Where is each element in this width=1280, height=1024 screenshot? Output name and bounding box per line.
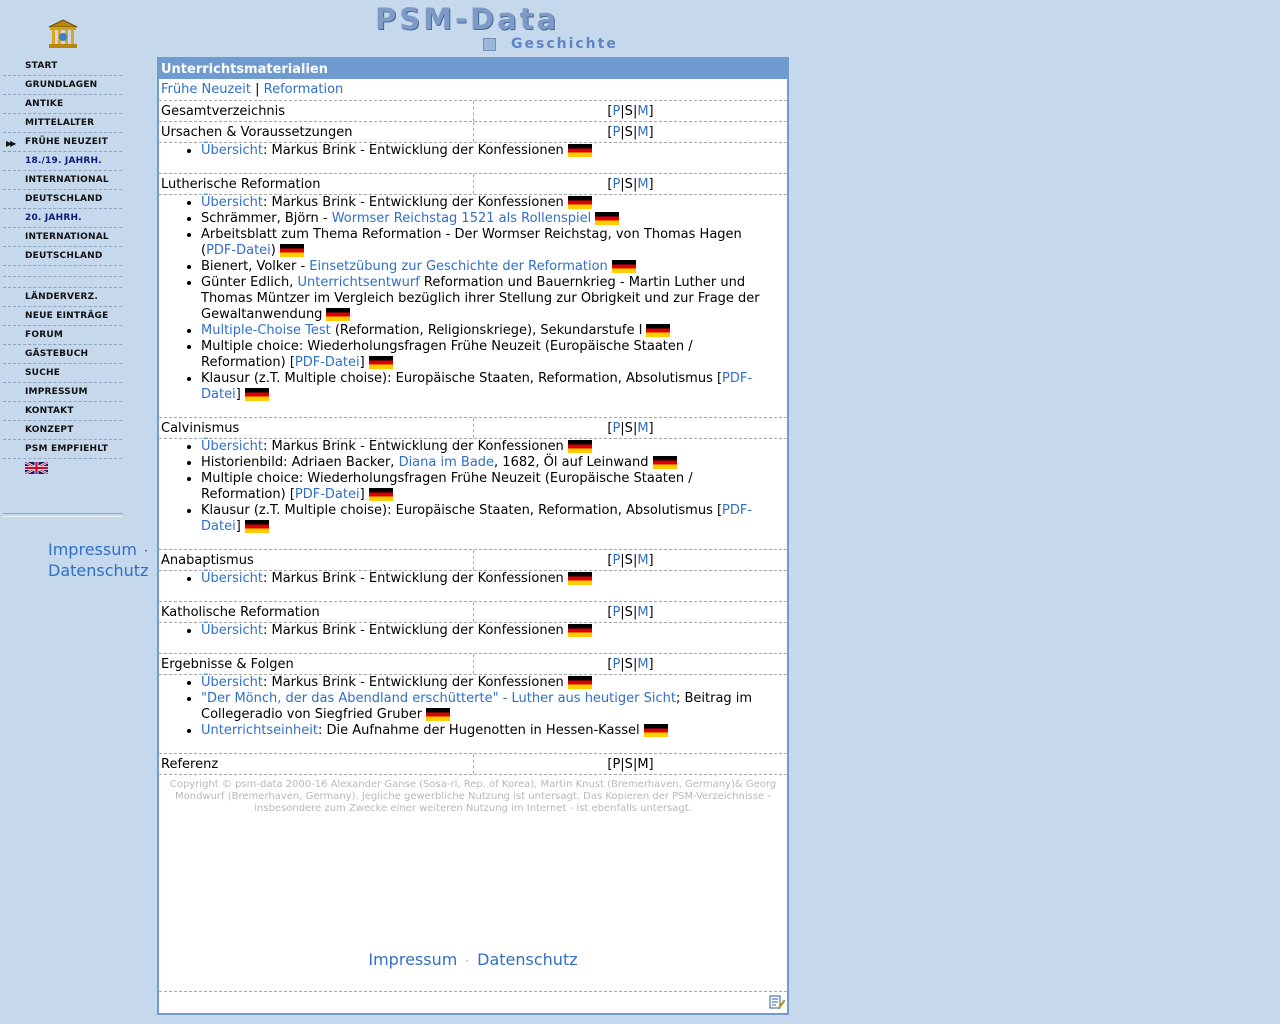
section-title: Referenz: [159, 754, 474, 774]
nav-label: KONTAKT: [25, 406, 74, 416]
moench-link[interactable]: "Der Mönch, der das Abendland erschütterte" - Luther aus heutiger Sicht: [201, 691, 676, 706]
link-text: PDF-: [722, 371, 753, 386]
german-flag-icon: [644, 724, 668, 737]
bar: |: [632, 605, 638, 620]
section-header: [159, 418, 787, 439]
item-text: Arbeitsblatt zum Thema Reformation - Der Wormser Reichstag, von Thomas Hagen (: [201, 227, 742, 258]
list-item: [201, 455, 769, 471]
bracket: [: [607, 421, 613, 436]
nav-item-deutschland-20[interactable]: [3, 247, 122, 266]
list-item: [201, 275, 769, 323]
nav-label: INTERNATIONAL: [25, 232, 109, 242]
german-flag-icon: [612, 260, 636, 273]
list-item: [201, 571, 769, 587]
bar: |: [620, 104, 625, 119]
dot-separator: ·: [465, 954, 470, 968]
item-text: Multiple choice: Wiederholungsfragen Frühe Neuzeit (Europäische Staaten / Reformation) [: [201, 339, 693, 370]
nav-item-forum[interactable]: [3, 326, 122, 345]
psm-links: [474, 418, 787, 438]
german-flag-icon: [568, 572, 592, 585]
uebersicht-link[interactable]: Übersicht: [201, 195, 263, 210]
item-text: Klausur (z.T. Multiple choise): Europäische Staaten, Reformation, Absolutismus [: [201, 371, 723, 386]
nav-label: START: [25, 61, 58, 71]
german-flag-icon: [326, 308, 350, 321]
item-text: : Markus Brink - Entwicklung der Konfessionen: [262, 675, 564, 690]
unterrichtseinheit-link[interactable]: Unterrichtseinheit: [201, 723, 318, 738]
german-flag-icon: [426, 708, 450, 721]
german-flag-icon: [245, 388, 269, 401]
item-text: Reformation und Bauernkrieg - Martin Luther und Thomas Müntzer im Vergleich bezüglich ihrer Stellung zur Obrigkeit und zur Frage der Gewaltanwendung: [201, 275, 760, 322]
psm-m-link[interactable]: M: [637, 125, 649, 140]
german-flag-icon: [646, 324, 670, 337]
item-text: : Markus Brink - Entwicklung der Konfessionen: [262, 439, 564, 454]
bar: |: [620, 657, 625, 672]
psm-m-link[interactable]: M: [637, 605, 649, 620]
psm-links: [474, 101, 787, 121]
nav-label: DEUTSCHLAND: [25, 194, 103, 204]
psm-p-link[interactable]: P: [612, 421, 621, 436]
site-logo[interactable]: [47, 18, 79, 50]
item-text: : Die Aufnahme der Hugenotten in Hessen-Kassel: [317, 723, 640, 738]
nav-item-impressum[interactable]: [3, 383, 122, 402]
nav-item-english[interactable]: [3, 459, 122, 477]
bracket: ]: [648, 553, 654, 568]
double-arrow-right-icon: ▶▶: [6, 139, 15, 148]
breadcrumb: [159, 79, 787, 101]
bar: |: [632, 657, 638, 672]
psm-m-link[interactable]: M: [637, 104, 649, 119]
nav-label: SUCHE: [25, 368, 61, 378]
nav-item-psm-empfiehlt[interactable]: [3, 440, 122, 459]
nav-item-kontakt[interactable]: [3, 402, 122, 421]
section-title: Gesamtverzeichnis: [159, 101, 474, 121]
section-title: Katholische Reformation: [159, 602, 474, 622]
bracket: ]: [648, 657, 654, 672]
psm-links: [474, 654, 787, 674]
item-text: Historienbild: Adriaen Backer,: [201, 455, 399, 470]
section-title: Anabaptismus: [159, 550, 474, 570]
multiple-choise-link[interactable]: Multiple-Choise Test: [201, 323, 331, 338]
psm-m-link[interactable]: M: [637, 553, 649, 568]
psm-p-text: P: [612, 757, 621, 772]
list-item: [201, 503, 769, 535]
item-text: Bienert, Volker -: [201, 259, 310, 274]
psm-s-text: S: [624, 125, 633, 140]
list-item: [201, 339, 769, 371]
german-flag-icon: [369, 488, 393, 501]
german-flag-icon: [369, 356, 393, 369]
bracket: ]: [648, 757, 654, 772]
crumb-reformation[interactable]: Reformation: [263, 82, 344, 97]
uebersicht-link[interactable]: Übersicht: [201, 675, 263, 690]
bracket: [: [607, 657, 613, 672]
psm-p-link[interactable]: P: [612, 177, 621, 192]
uebersicht-link[interactable]: Übersicht: [201, 571, 263, 586]
bar: |: [620, 125, 625, 140]
section-title: Ursachen & Voraussetzungen: [159, 122, 474, 142]
nav-label: DEUTSCHLAND: [25, 251, 103, 261]
list-item: [201, 623, 769, 639]
section-title: Ergebnisse & Folgen: [159, 654, 474, 674]
nav-item-international-19[interactable]: [3, 171, 122, 190]
site-subtitle: Geschichte: [511, 36, 618, 52]
section-header: [159, 174, 787, 195]
list-item: [201, 195, 769, 211]
psm-p-link[interactable]: P: [612, 553, 621, 568]
bracket: ]: [648, 421, 654, 436]
nav-item-fruehe-neuzeit[interactable]: [3, 133, 122, 152]
dot-separator: ·: [143, 544, 148, 558]
nav-label: NEUE EINTRÄGE: [25, 311, 109, 321]
link-text: PDF-: [722, 503, 753, 518]
bracket: [: [607, 125, 613, 140]
page-title: Unterrichtsmaterialien: [159, 59, 787, 79]
bracket: [: [607, 104, 613, 119]
bar: |: [620, 757, 625, 772]
side-links: [48, 540, 148, 581]
nav-item-18-19-jahrh[interactable]: [3, 152, 122, 171]
unterrichtsentwurf-link[interactable]: Unterrichtsentwurf: [297, 275, 420, 290]
psm-m-link[interactable]: M: [637, 177, 649, 192]
site-banner: [230, 0, 716, 57]
nav-label: 20. JAHRH.: [25, 213, 82, 223]
pdf-link[interactable]: PDF-Datei: [294, 355, 360, 370]
bar: |: [632, 104, 638, 119]
item-list: [159, 439, 787, 550]
nav-label: IMPRESSUM: [25, 387, 88, 397]
item-text: ; Beitrag im Collegeradio von Siegfried Gruber: [201, 691, 753, 722]
item-text: Schrämmer, Björn -: [201, 211, 332, 226]
bar: |: [620, 421, 625, 436]
item-text: : Markus Brink - Entwicklung der Konfessionen: [262, 195, 564, 210]
bracket: [: [607, 605, 613, 620]
german-flag-icon: [568, 440, 592, 453]
section-title: Calvinismus: [159, 418, 474, 438]
item-list: [159, 571, 787, 602]
list-item: [201, 143, 769, 159]
psm-links: [474, 754, 787, 774]
section-header: [159, 754, 787, 775]
bar: |: [632, 553, 638, 568]
bracket: [: [607, 553, 613, 568]
psm-p-link[interactable]: P: [612, 125, 621, 140]
nav-label: MITTELALTER: [25, 118, 95, 128]
list-item: [201, 211, 769, 227]
german-flag-icon: [568, 676, 592, 689]
list-item: [201, 471, 769, 503]
bar: |: [620, 605, 625, 620]
section-header: [159, 550, 787, 571]
crumb-fruehe-neuzeit[interactable]: Frühe Neuzeit: [161, 82, 251, 97]
uebersicht-link[interactable]: Übersicht: [201, 439, 263, 454]
bar: |: [620, 553, 625, 568]
bracket: ]: [648, 177, 654, 192]
nav-separator: [3, 513, 123, 517]
section-header: [159, 122, 787, 143]
psm-links: [474, 174, 787, 194]
nav-item-start[interactable]: [3, 57, 122, 76]
pdf-link[interactable]: PDF-Datei: [206, 243, 271, 258]
section-header: [159, 602, 787, 623]
german-flag-icon: [595, 212, 619, 225]
nav-divider: [3, 266, 122, 277]
psm-s-text: S: [624, 553, 633, 568]
nav-item-antike[interactable]: [3, 95, 122, 114]
list-item: [201, 259, 769, 275]
german-flag-icon: [568, 196, 592, 209]
nav-item-neue-eintraege[interactable]: [3, 307, 122, 326]
nav-label: FRÜHE NEUZEIT: [25, 137, 108, 147]
bracket: ]: [648, 125, 654, 140]
nav-label: PSM EMPFIEHLT: [25, 444, 109, 454]
item-text: Multiple choice: Wiederholungsfragen Frühe Neuzeit (Europäische Staaten / Reformation) [: [201, 471, 693, 502]
psm-links: [474, 550, 787, 570]
item-text: ): [270, 243, 276, 258]
german-flag-icon: [568, 624, 592, 637]
link-text: Datei: [201, 387, 236, 402]
item-text: : Markus Brink - Entwicklung der Konfessionen: [262, 623, 564, 638]
list-item: [201, 723, 769, 739]
footer-impressum-link[interactable]: Impressum: [368, 950, 458, 969]
nav-item-grundlagen[interactable]: [3, 76, 122, 95]
einsetzuebung-link[interactable]: Einsetzübung zur Geschichte der Reformation: [309, 259, 608, 274]
uk-flag-icon: [25, 462, 48, 474]
item-text: : Markus Brink - Entwicklung der Konfessionen: [262, 571, 564, 586]
section-header: [159, 101, 787, 122]
footer-datenschutz-link[interactable]: Datenschutz: [477, 950, 578, 969]
nav-item-suche[interactable]: [3, 364, 122, 383]
nav-item-laenderverz[interactable]: [3, 288, 122, 307]
item-text: : Markus Brink - Entwicklung der Konfessionen: [262, 143, 564, 158]
bracket: [: [607, 757, 613, 772]
psm-s-text: S: [624, 177, 633, 192]
nav-label: GÄSTEBUCH: [25, 349, 89, 359]
german-flag-icon: [280, 244, 304, 257]
bar: |: [632, 421, 638, 436]
side-impressum-link[interactable]: Impressum: [48, 540, 137, 559]
item-text: ]: [235, 387, 241, 402]
banner-square-icon: [483, 38, 496, 51]
nav-item-deutschland-19[interactable]: [3, 190, 122, 209]
bar: |: [632, 757, 638, 772]
left-nav: [3, 57, 122, 477]
diana-link[interactable]: Diana im Bade: [398, 455, 495, 470]
footer-bar: [159, 991, 787, 1012]
psm-links: [474, 602, 787, 622]
list-item: [201, 691, 769, 723]
list-item: [201, 675, 769, 691]
content-panel: [157, 57, 789, 1015]
link-text: Datei: [201, 519, 236, 534]
site-title: PSM-Data: [375, 2, 560, 36]
list-item: [201, 371, 769, 403]
bracket: ]: [648, 605, 654, 620]
nav-label: FORUM: [25, 330, 63, 340]
item-text: Günter Edlich,: [201, 275, 298, 290]
edit-note-icon[interactable]: [769, 994, 785, 1010]
psm-s-text: S: [624, 605, 633, 620]
bar: |: [632, 125, 638, 140]
psm-m-link[interactable]: M: [637, 421, 649, 436]
german-flag-icon: [245, 520, 269, 533]
psm-m-link[interactable]: M: [637, 657, 649, 672]
list-item: [201, 439, 769, 455]
list-item: [201, 323, 769, 339]
psm-m-text: M: [637, 757, 649, 772]
bracket: ]: [648, 104, 654, 119]
bar: |: [632, 177, 638, 192]
nav-label: ANTIKE: [25, 99, 64, 109]
german-flag-icon: [653, 456, 677, 469]
nav-item-mittelalter[interactable]: [3, 114, 122, 133]
nav-label: GRUNDLAGEN: [25, 80, 98, 90]
psm-s-text: S: [624, 104, 633, 119]
item-text: ]: [359, 487, 365, 502]
psm-p-link[interactable]: P: [612, 657, 621, 672]
nav-label: INTERNATIONAL: [25, 175, 109, 185]
nav-label: 18./19. JAHRH.: [25, 156, 102, 166]
item-text: (Reformation, Religionskriege), Sekundarstufe I: [330, 323, 643, 338]
psm-links: [474, 122, 787, 142]
psm-p-link[interactable]: P: [612, 104, 621, 119]
psm-s-text: S: [624, 657, 633, 672]
bar: |: [620, 177, 625, 192]
nav-divider: [3, 277, 122, 288]
german-flag-icon: [568, 144, 592, 157]
psm-s-text: S: [624, 421, 633, 436]
psm-s-text: S: [624, 757, 633, 772]
pdf-link[interactable]: PDF-Datei: [294, 487, 360, 502]
psm-p-link[interactable]: P: [612, 605, 621, 620]
item-list: [159, 143, 787, 174]
list-item: [201, 227, 769, 259]
item-list: [159, 623, 787, 654]
side-datenschutz-link[interactable]: Datenschutz: [48, 561, 149, 580]
item-text: Klausur (z.T. Multiple choise): Europäische Staaten, Reformation, Absolutismus [: [201, 503, 723, 518]
item-list: [159, 195, 787, 418]
copyright-notice: Copyright © psm-data 2000-16 Alexander Ganse (Sosa-ri, Rep. of Korea), Martin Knust (Bremerhaven, Germany)& Georg Mondwurf (Bremerhaven, Germany). Jegliche gewerbliche Nutzung ist untersagt. Das Kopieren der PSM-Verzeichnisse - insbesondere zum Zwecke einer weiteren Nutzung im Internet - ist ebenfalls untersagt.: [169, 779, 777, 814]
item-text: ]: [359, 355, 365, 370]
nav-item-20-jahrh[interactable]: [3, 209, 122, 228]
uebersicht-link[interactable]: Übersicht: [201, 623, 263, 638]
item-text: ]: [235, 519, 241, 534]
nav-label: LÄNDERVERZ.: [25, 292, 98, 302]
nav-label: KONZEPT: [25, 425, 74, 435]
section-title: Lutherische Reformation: [159, 174, 474, 194]
crumb-separator: |: [255, 82, 260, 97]
item-text: , 1682, Öl auf Leinwand: [494, 455, 649, 470]
uebersicht-link[interactable]: Übersicht: [201, 143, 263, 158]
wormser-link[interactable]: Wormser Reichstag 1521 als Rollenspiel: [331, 211, 592, 226]
nav-item-gaestebuch[interactable]: [3, 345, 122, 364]
section-header: [159, 654, 787, 675]
bracket: [: [607, 177, 613, 192]
item-list: [159, 675, 787, 754]
nav-item-international-20[interactable]: [3, 228, 122, 247]
nav-item-konzept[interactable]: [3, 421, 122, 440]
footer-links: [159, 950, 787, 969]
